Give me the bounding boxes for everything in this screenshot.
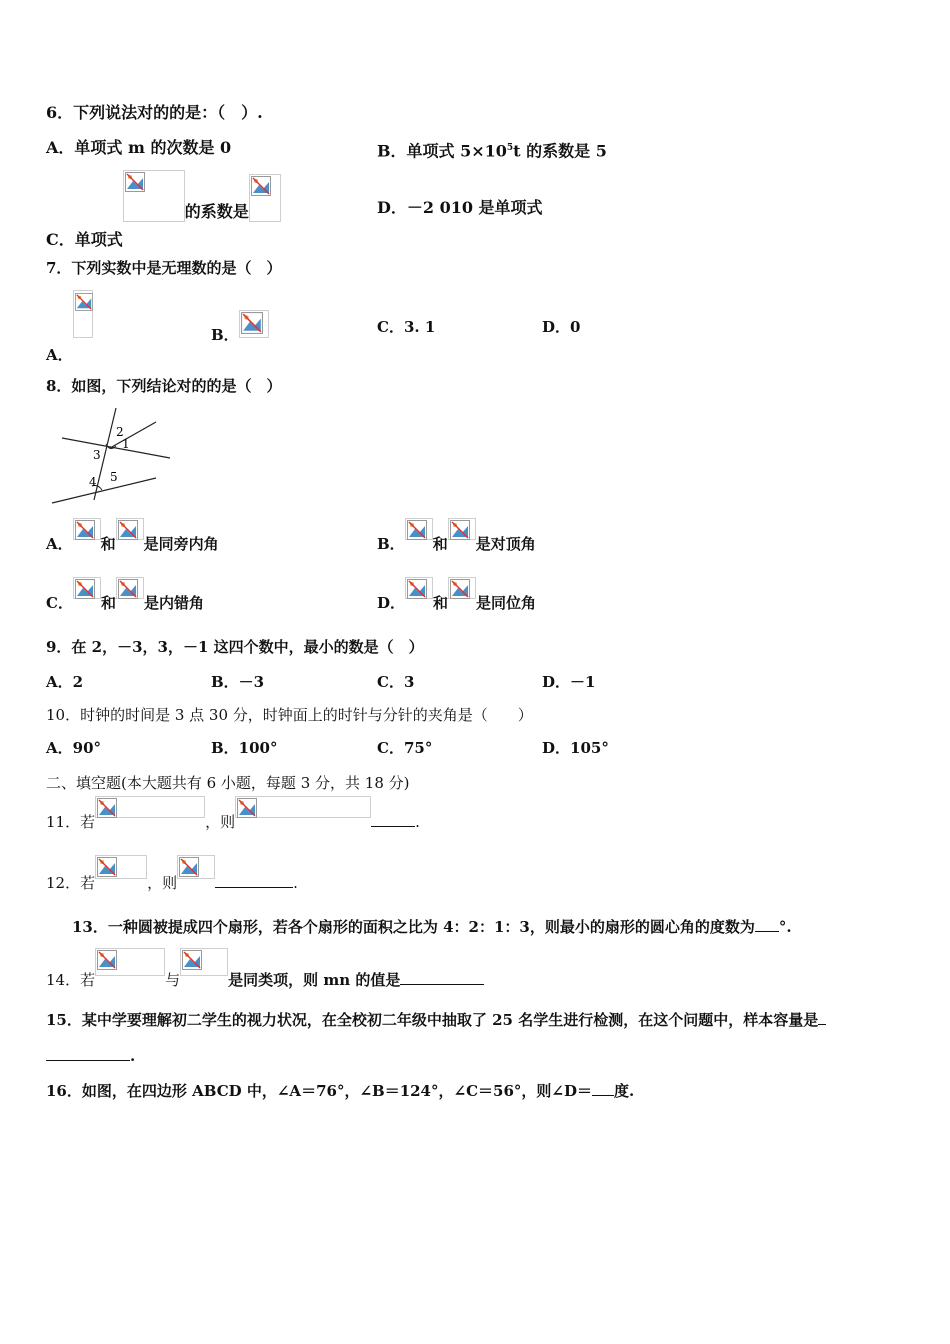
q6-option-d: D．－2 010 是单项式 [377, 198, 543, 217]
figure-line-bottom [52, 478, 156, 503]
q8-option-d [377, 577, 537, 612]
image-placeholder-icon [95, 855, 147, 879]
answer-blank[interactable] [592, 1081, 614, 1096]
q14 [46, 948, 484, 989]
q8-option-c [46, 577, 204, 612]
image-placeholder-icon [73, 290, 93, 338]
answer-blank[interactable] [215, 873, 293, 888]
image-placeholder-icon [235, 796, 371, 818]
q8-option-c-mid: 和 [100, 594, 116, 612]
image-placeholder-icon [73, 518, 101, 540]
answer-blank[interactable] [400, 970, 484, 985]
q9-stem: 9．在 2，－3，3，－1 这四个数中，最小的数是（ ） [46, 638, 424, 656]
q8-stem: 8．如图，下列结论对的的是（ ） [46, 377, 282, 395]
image-placeholder-icon [239, 310, 269, 338]
q13-post: °. [778, 918, 792, 936]
q12-post: . [293, 874, 298, 892]
q10-option-c: C．75° [377, 739, 433, 757]
q8-option-b-label: B． [377, 535, 405, 553]
image-placeholder-icon [405, 518, 433, 540]
q15-text: 15．某中学要理解初二学生的视力状况，在全校初二年级中抽取了 25 名学生进行检测，在这个问题中，样本容量是 [46, 1011, 819, 1029]
q6-option-c [46, 170, 281, 249]
q8-option-d-post: 是同位角 [476, 594, 537, 612]
q15-line1 [46, 1010, 826, 1030]
q9-option-b: B．－3 [211, 673, 265, 691]
q14-pre: 14．若 [46, 971, 96, 989]
section-heading: 二、填空题(本大题共有 6 小题，每题 3 分，共 18 分) [46, 774, 410, 792]
q8-option-d-mid: 和 [433, 594, 449, 612]
figure-label: 3 [93, 448, 101, 462]
q6-option-c-pre: C．单项式 [46, 230, 123, 249]
image-placeholder-icon [116, 577, 144, 599]
image-placeholder-icon [116, 518, 144, 540]
q6-option-b-pre: B．单项式 5×10 [377, 141, 507, 161]
image-placeholder-icon [448, 518, 476, 540]
q6-option-a: A．单项式 m 的次数是 0 [46, 138, 232, 157]
answer-blank[interactable] [371, 812, 415, 827]
answer-blank[interactable] [818, 1010, 826, 1025]
q11-pre: 11．若 [46, 813, 96, 831]
q15-post: . [130, 1047, 136, 1065]
q8-figure [50, 400, 180, 510]
q7-option-b [211, 310, 269, 344]
q8-option-b-post: 是对顶角 [475, 535, 536, 553]
q10-option-b: B．100° [211, 739, 278, 757]
image-placeholder-icon [177, 855, 215, 879]
q7-option-a [46, 290, 93, 364]
q8-option-a [46, 518, 219, 553]
q14-post: 是同类项，则 mn 的值是 [228, 971, 401, 989]
answer-blank[interactable] [755, 917, 779, 932]
q11 [46, 796, 420, 831]
q8-option-c-post: 是内错角 [143, 594, 204, 612]
q13 [72, 917, 792, 937]
q8-option-b [377, 518, 536, 553]
q7-option-a-label: A． [46, 346, 73, 364]
figure-label: 5 [110, 470, 118, 484]
image-placeholder-icon [95, 948, 165, 976]
q12-pre: 12．若 [46, 874, 96, 892]
q12 [46, 855, 298, 892]
q10-option-d: D．105° [542, 739, 609, 757]
q8-option-d-label: D． [377, 594, 406, 612]
q15-line2 [46, 1046, 135, 1066]
figure-label: 1 [122, 437, 130, 451]
q9-option-a: A．2 [46, 673, 84, 691]
image-placeholder-icon [405, 577, 433, 599]
q10-option-a: A．90° [46, 739, 102, 757]
q10-stem: 10．时钟的时间是 3 点 30 分，时钟面上的时针与分针的夹角是（ ） [46, 706, 533, 724]
q8-option-a-label: A． [46, 535, 73, 553]
image-placeholder-icon [448, 577, 476, 599]
q8-option-b-mid: 和 [432, 535, 448, 553]
figure-line-top [62, 438, 170, 458]
q11-mid: ，则 [205, 813, 236, 831]
image-placeholder-icon [180, 948, 228, 976]
q7-stem: 7．下列实数中是无理数的是（ ） [46, 259, 282, 277]
answer-blank[interactable] [46, 1046, 130, 1061]
figure-label: 2 [116, 425, 124, 439]
q7-option-b-label: B． [211, 326, 239, 344]
q9-option-c: C．3 [377, 673, 415, 691]
image-placeholder-icon [73, 577, 101, 599]
q8-option-c-label: C． [46, 594, 73, 612]
q6-option-c-mid: 的系数是 [184, 202, 249, 221]
q16-text: 16．如图，在四边形 ABCD 中，∠A＝76°，∠B＝124°，∠C＝56°，则∠D＝ [46, 1082, 592, 1100]
image-placeholder-icon [123, 170, 185, 222]
q6-option-b-sup: 5 [506, 143, 514, 153]
q11-post: . [415, 813, 420, 831]
image-placeholder-icon [249, 174, 281, 222]
q7-option-d: D．0 [542, 318, 581, 336]
q7-option-c: C．3. 1 [377, 318, 436, 336]
q16 [46, 1081, 634, 1101]
q8-option-a-post: 是同旁内角 [143, 535, 219, 553]
q6-option-b-post: t 的系数是 5 [513, 141, 607, 161]
q6-stem: 6．下列说法对的的是：（ ）. [46, 103, 263, 122]
image-placeholder-icon [95, 796, 205, 818]
q9-option-d: D．－1 [542, 673, 596, 691]
q13-text: 13．一种圆被提成四个扇形，若各个扇形的面积之比为 4：2：1：3，则最小的扇形的圆心角的度数为 [72, 918, 755, 936]
q6-option-b [377, 138, 607, 161]
q16-post: 度. [613, 1082, 635, 1100]
figure-label: 4 [89, 475, 97, 489]
q14-mid: 与 [165, 971, 181, 989]
q8-option-a-mid: 和 [100, 535, 116, 553]
q12-mid: ，则 [147, 874, 178, 892]
